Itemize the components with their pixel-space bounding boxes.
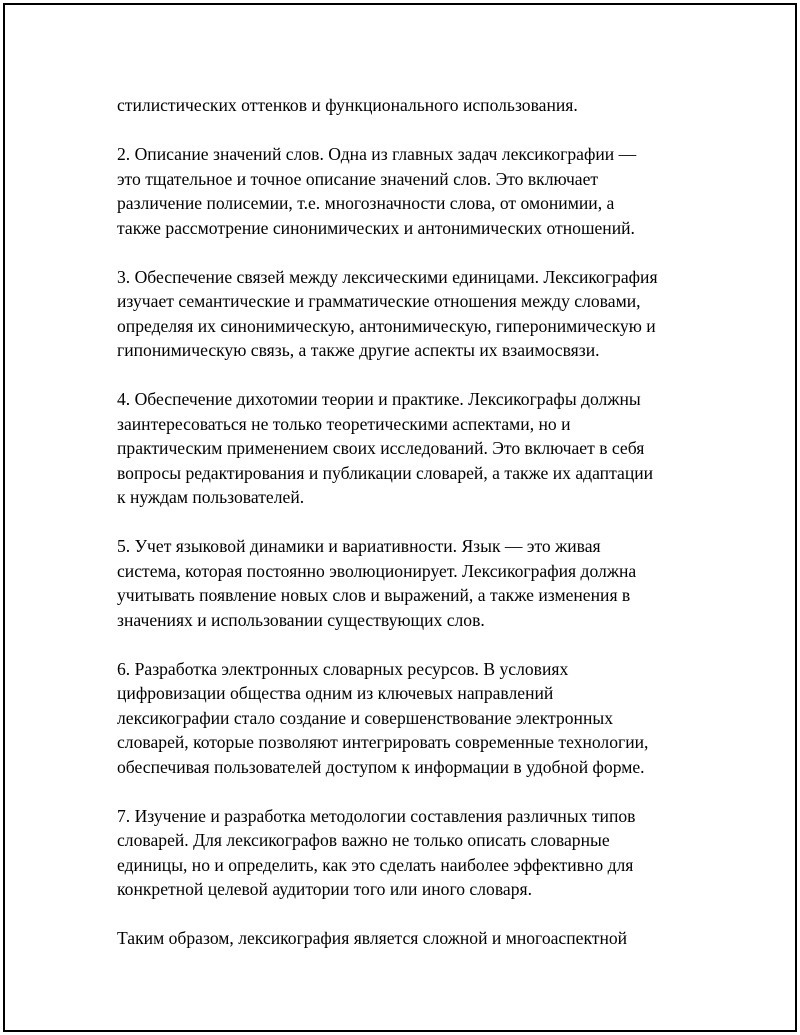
document-body: [117, 93, 697, 951]
paragraph-item-6: 6. Разработка электронных словарных ресурсов. В условиях цифровизации общества одним из ключевых направлений лексикографии стало создание и совершенствование электронных словарей, которые позволяют интегрировать современные технологии, обеспечивая пользователей доступом к информации в удобной форме.: [117, 658, 649, 777]
paragraph-conclusion: Таким образом, лексикография является сложной и многоаспектной: [117, 928, 628, 948]
paragraph-continuation: стилистических оттенков и функционального использования.: [117, 95, 578, 115]
paragraph-item-7: 7. Изучение и разработка методологии составления различных типов словарей. Для лексикографов важно не только описать словарные единицы, но и определить, как это сделать наиболее эффективно для конкретной целевой аудитории того или иного словаря.: [117, 805, 636, 899]
paragraph-item-4: 4. Обеспечение дихотомии теории и практике. Лексикографы должны заинтересоваться не только теоретическими аспектами, но и практическим применением своих исследований. Это включает в себя вопросы редактирования и публикации словарей, а также их адаптации к нуждам пользователей.: [117, 389, 654, 507]
paragraph-item-3: 3. Обеспечение связей между лексическими единицами. Лексикография изучает семантические и грамматические отношения между словами, определяя их синонимическую, антонимическую, гиперонимическую и гипонимическую связь, а также другие аспекты их взаимосвязи.: [117, 266, 658, 360]
paragraph-item-2: 2. Описание значений слов. Одна из главных задач лексикографии — это тщательное и точное описание значений слов. Это включает различение полисемии, т.е. многозначности слова, от омонимии, а также рассмотрение синонимических и антонимических отношений.: [117, 144, 637, 238]
paragraph-item-5: 5. Учет языковой динамики и вариативности. Язык — это живая система, которая постоянно эволюционирует. Лексикография должна учитывать появление новых слов и выражений, а также изменения в значениях и использовании существующих слов.: [117, 536, 637, 630]
